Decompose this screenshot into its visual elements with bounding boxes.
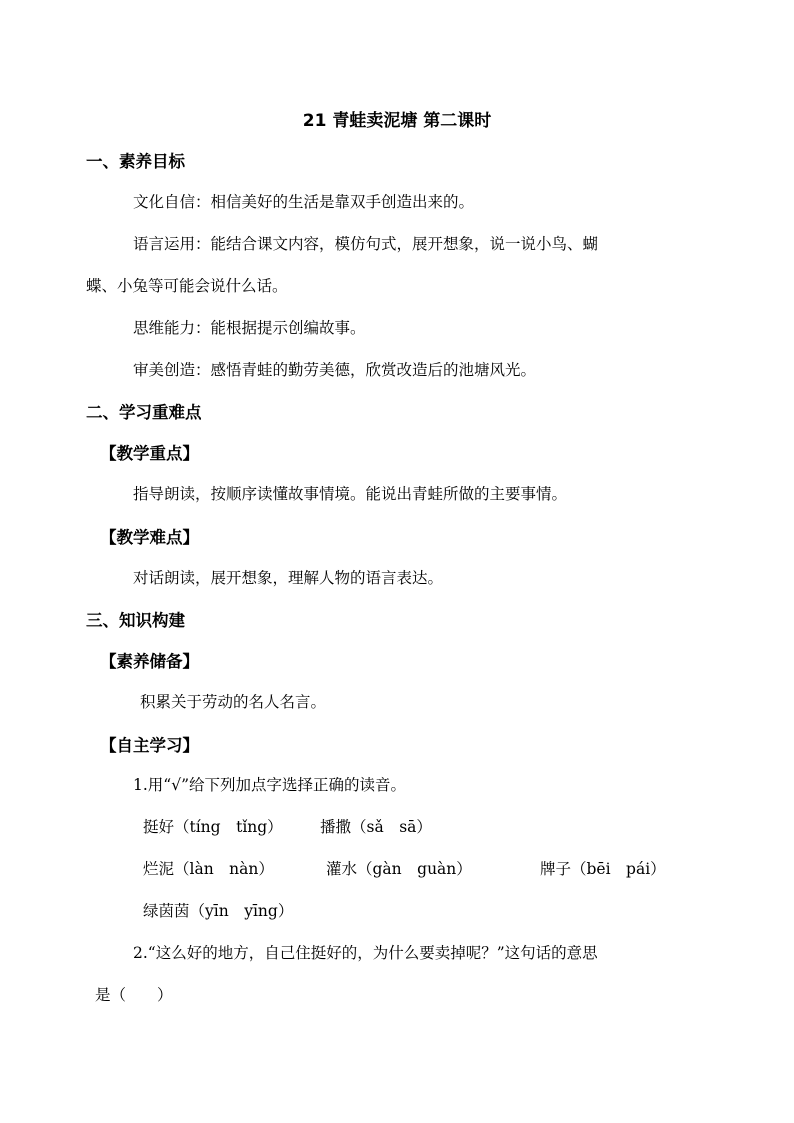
subheading-self-study: 【自主学习】	[100, 736, 199, 755]
goal-thinking: 思维能力：能根据提示创编故事。	[133, 319, 366, 337]
page-title: 21 青蛙卖泥塘 第二课时	[302, 111, 492, 131]
section-heading-knowledge: 三、知识构建	[86, 611, 185, 630]
teaching-focus-text: 指导朗读，按顺序读懂故事情境。能说出青蛙所做的主要事情。	[133, 485, 568, 503]
question-2-line2: 是（ ）	[95, 986, 173, 1004]
goal-aesthetic: 审美创造：感悟青蛙的勤劳美德，欣赏改造后的池塘风光。	[133, 361, 537, 379]
question-1: 1.用“√”给下列加点字选择正确的读音。	[133, 776, 407, 794]
goal-cultural-confidence: 文化自信：相信美好的生活是靠双手创造出来的。	[133, 193, 475, 211]
subheading-literacy-reserve: 【素养储备】	[100, 652, 199, 671]
literacy-reserve-text: 积累关于劳动的名人名言。	[140, 693, 327, 711]
subheading-teaching-difficulty: 【教学难点】	[100, 528, 199, 547]
pinyin-item: 播撒（sǎ sā）	[320, 818, 432, 836]
pinyin-item: 绿茵茵（yīn yīng）	[143, 902, 294, 920]
pinyin-item: 灌水（gàn guàn）	[326, 860, 472, 878]
section-heading-goals: 一、素养目标	[86, 152, 185, 171]
teaching-difficulty-text: 对话朗读，展开想象，理解人物的语言表达。	[133, 569, 444, 587]
question-2-line1: 2.“这么好的地方，自己住挺好的，为什么要卖掉呢？”这句话的意思	[133, 944, 598, 962]
goal-language-line1: 语言运用：能结合课文内容，模仿句式，展开想象，说一说小鸟、蝴	[133, 235, 599, 253]
pinyin-item: 牌子（bēi pái）	[540, 860, 666, 878]
pinyin-item: 挺好（tíng tǐng）	[143, 818, 283, 836]
goal-language-line2: 蝶、小兔等可能会说什么话。	[86, 277, 288, 295]
pinyin-item: 烂泥（làn nàn）	[143, 860, 274, 878]
section-heading-key-points: 二、学习重难点	[86, 403, 202, 422]
subheading-teaching-focus: 【教学重点】	[100, 444, 199, 463]
